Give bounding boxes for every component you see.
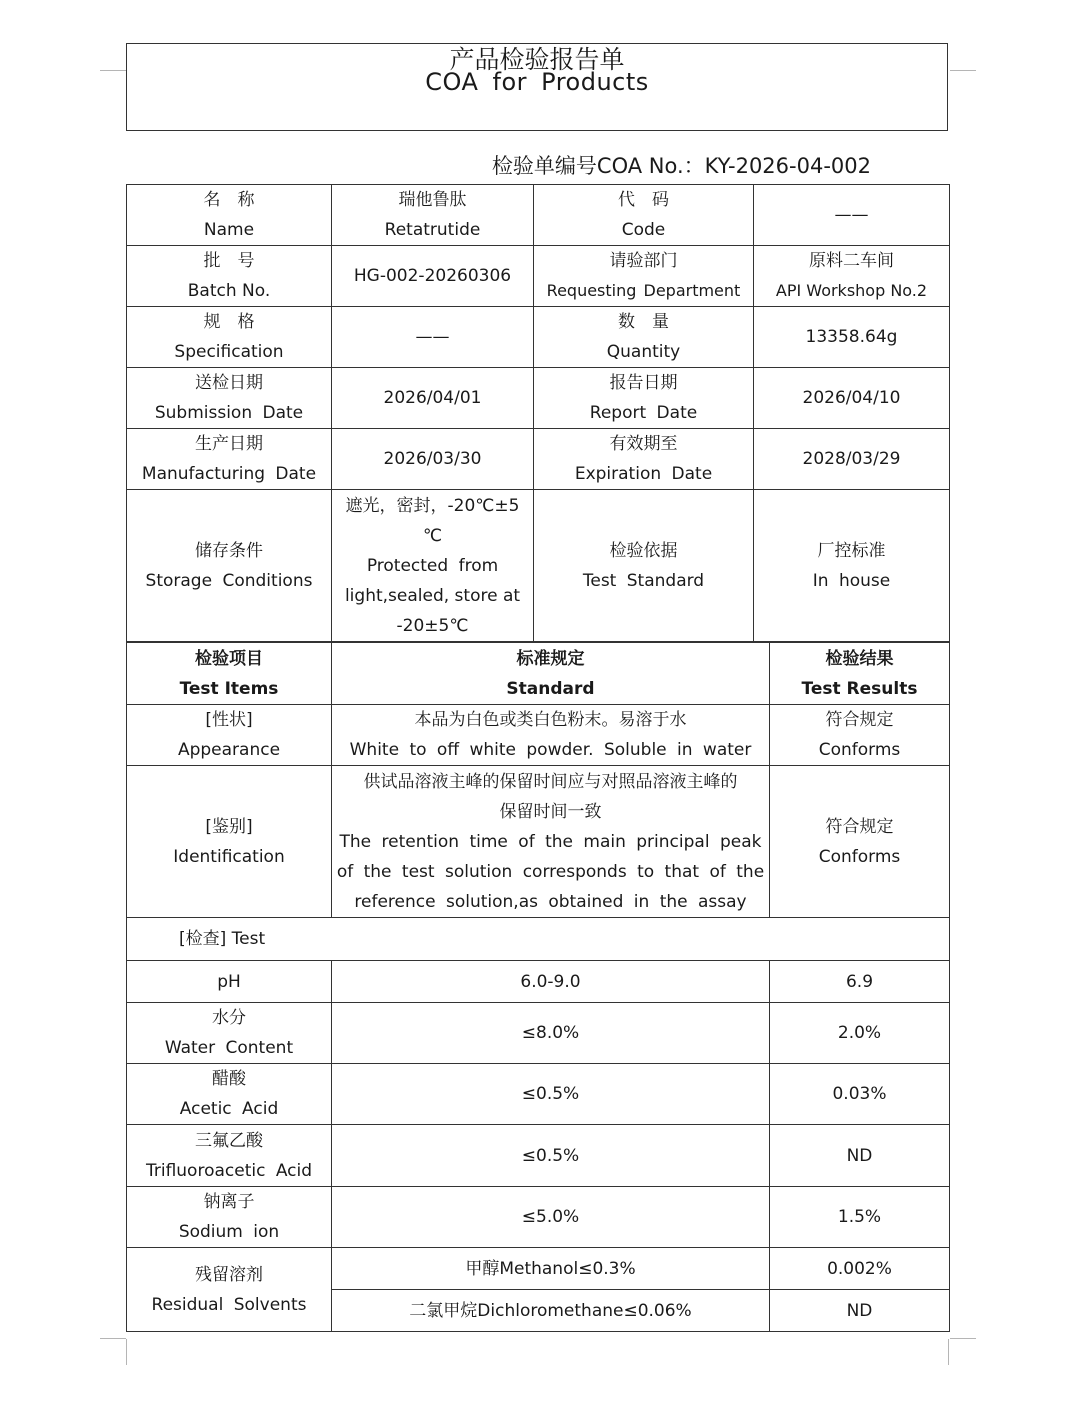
info-label-cell: 送检日期 Submission Date — [127, 368, 332, 429]
info-label-cell: 请验部门 Requesting Department — [534, 246, 754, 307]
info-label-cell: 有效期至 Expiration Date — [534, 429, 754, 490]
test-item-cell: 钠离子 Sodium ion — [127, 1187, 332, 1248]
table-header-row — [127, 643, 950, 705]
standard-cell: 二氯甲烷Dichloromethane≤0.06% — [332, 1290, 770, 1332]
info-value-cell: 厂控标准 In house — [754, 490, 950, 642]
column-header-standard: 标准规定 Standard — [332, 643, 770, 705]
result-cell: 符合规定 Conforms — [770, 766, 950, 918]
standard-cell: ≤0.5% — [332, 1064, 770, 1125]
document-title-en: COA for Products — [425, 68, 649, 96]
result-cell: ND — [770, 1290, 950, 1332]
table-row — [127, 1125, 950, 1187]
info-label-cell: 规 格 Specification — [127, 307, 332, 368]
info-label-cell: 数 量 Quantity — [534, 307, 754, 368]
info-value-cell: 2028/03/29 — [754, 429, 950, 490]
info-value-cell: 2026/04/10 — [754, 368, 950, 429]
standard-cell: 本品为白色或类白色粉末。易溶于水 White to off white powder. Soluble in water — [332, 705, 770, 766]
info-label-cell: 生产日期 Manufacturing Date — [127, 429, 332, 490]
info-label-cell: 报告日期 Report Date — [534, 368, 754, 429]
crop-mark — [126, 1339, 127, 1365]
table-row — [127, 1187, 950, 1248]
section-row — [127, 918, 950, 961]
info-value-cell: 原料二车间 API Workshop No.2 — [754, 246, 950, 307]
info-label-cell: 名 称 Name — [127, 185, 332, 246]
info-table — [126, 184, 950, 642]
result-cell: 1.5% — [770, 1187, 950, 1248]
info-value-cell: 13358.64g — [754, 307, 950, 368]
crop-mark — [100, 1338, 126, 1339]
result-cell: 符合规定 Conforms — [770, 705, 950, 766]
standard-cell: ≤8.0% — [332, 1003, 770, 1064]
table-row — [127, 368, 950, 429]
crop-mark — [100, 70, 126, 71]
document-title-cn: 产品检验报告单 — [449, 45, 625, 74]
test-item-cell: [鉴别] Identification — [127, 766, 332, 918]
table-row — [127, 490, 950, 642]
test-item-cell: pH — [127, 961, 332, 1003]
column-header-test-items: 检验项目 Test Items — [127, 643, 332, 705]
result-cell: 0.03% — [770, 1064, 950, 1125]
test-item-cell: [性状] Appearance — [127, 705, 332, 766]
column-header-test-results: 检验结果 Test Results — [770, 643, 950, 705]
info-value-cell: HG-002-20260306 — [332, 246, 534, 307]
info-label-cell: 批 号 Batch No. — [127, 246, 332, 307]
table-row — [127, 1248, 950, 1290]
standard-cell: 甲醇Methanol≤0.3% — [332, 1248, 770, 1290]
info-value-cell: 2026/04/01 — [332, 368, 534, 429]
info-label-cell: 储存条件 Storage Conditions — [127, 490, 332, 642]
standard-cell: 供试品溶液主峰的保留时间应与对照品溶液主峰的 保留时间一致 The retention time of the main principal peak of the test solution corresponds to that of the reference solution,as obtained in the assay — [332, 766, 770, 918]
result-cell: 2.0% — [770, 1003, 950, 1064]
storage-conditions-cell: 遮光，密封，-20℃±5 ℃ Protected from light,sealed, store at -20±5℃ — [332, 490, 534, 642]
table-row — [127, 1064, 950, 1125]
standard-cell: ≤0.5% — [332, 1125, 770, 1187]
table-row — [127, 766, 950, 918]
result-cell: ND — [770, 1125, 950, 1187]
table-row — [127, 961, 950, 1003]
test-item-cell: 残留溶剂 Residual Solvents — [127, 1248, 332, 1332]
info-value-cell: —— — [332, 307, 534, 368]
crop-mark — [950, 1338, 976, 1339]
info-label-cell: 代 码 Code — [534, 185, 754, 246]
test-item-cell: 醋酸 Acetic Acid — [127, 1064, 332, 1125]
crop-mark — [948, 1339, 949, 1365]
test-item-cell: 三氟乙酸 Trifluoroacetic Acid — [127, 1125, 332, 1187]
result-cell: 6.9 — [770, 961, 950, 1003]
coa-number: 检验单编号COA No.：KY-2026-04-002 — [491, 154, 871, 178]
table-row — [127, 307, 950, 368]
test-item-cell: 水分 Water Content — [127, 1003, 332, 1064]
crop-mark — [950, 70, 976, 71]
table-row — [127, 429, 950, 490]
standard-cell: ≤5.0% — [332, 1187, 770, 1248]
result-cell: 0.002% — [770, 1248, 950, 1290]
document-header — [126, 43, 948, 131]
table-row — [127, 185, 950, 246]
info-label-cell: 检验依据 Test Standard — [534, 490, 754, 642]
info-value-cell: 2026/03/30 — [332, 429, 534, 490]
table-row — [127, 705, 950, 766]
info-value-cell: 瑞他鲁肽 Retatrutide — [332, 185, 534, 246]
test-section-label: [检查] Test — [127, 918, 950, 961]
standard-cell: 6.0-9.0 — [332, 961, 770, 1003]
test-results-table — [126, 642, 950, 1332]
info-value-cell: —— — [754, 185, 950, 246]
table-row — [127, 246, 950, 307]
table-row — [127, 1003, 950, 1064]
